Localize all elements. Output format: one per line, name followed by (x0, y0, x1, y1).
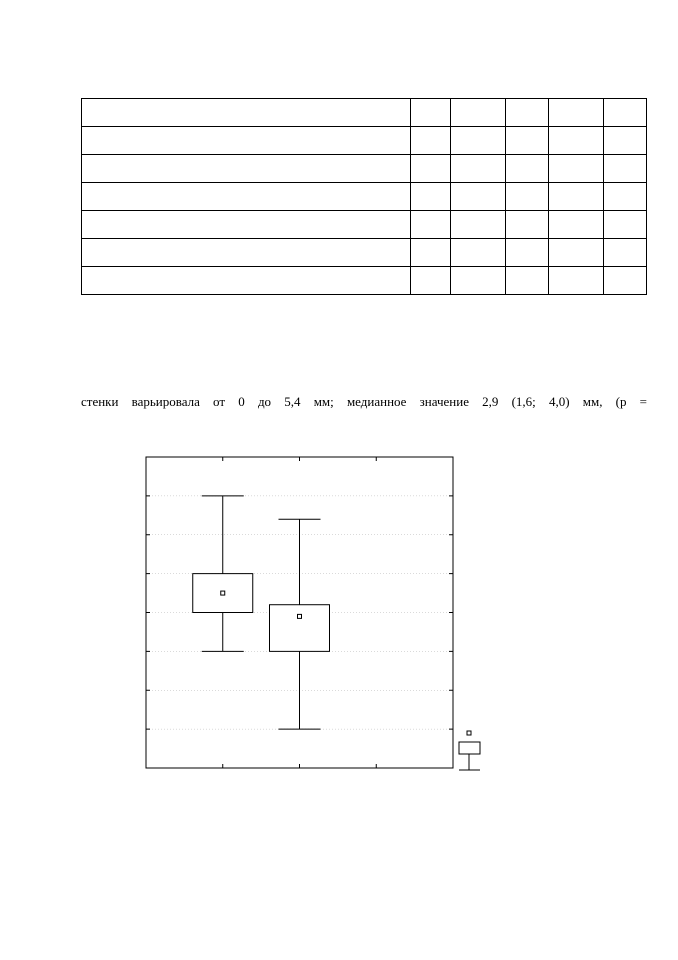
body-text: стенки варьировала от 0 до 5,4 мм; медианное значение 2,9 (1,6; 4,0) мм, (р = (81, 394, 647, 409)
median-marker (221, 591, 225, 595)
median-marker (298, 614, 302, 618)
box-rect (270, 605, 330, 652)
legend-median-marker (467, 731, 471, 735)
legend-box-symbol (459, 742, 480, 754)
legend (459, 731, 480, 770)
